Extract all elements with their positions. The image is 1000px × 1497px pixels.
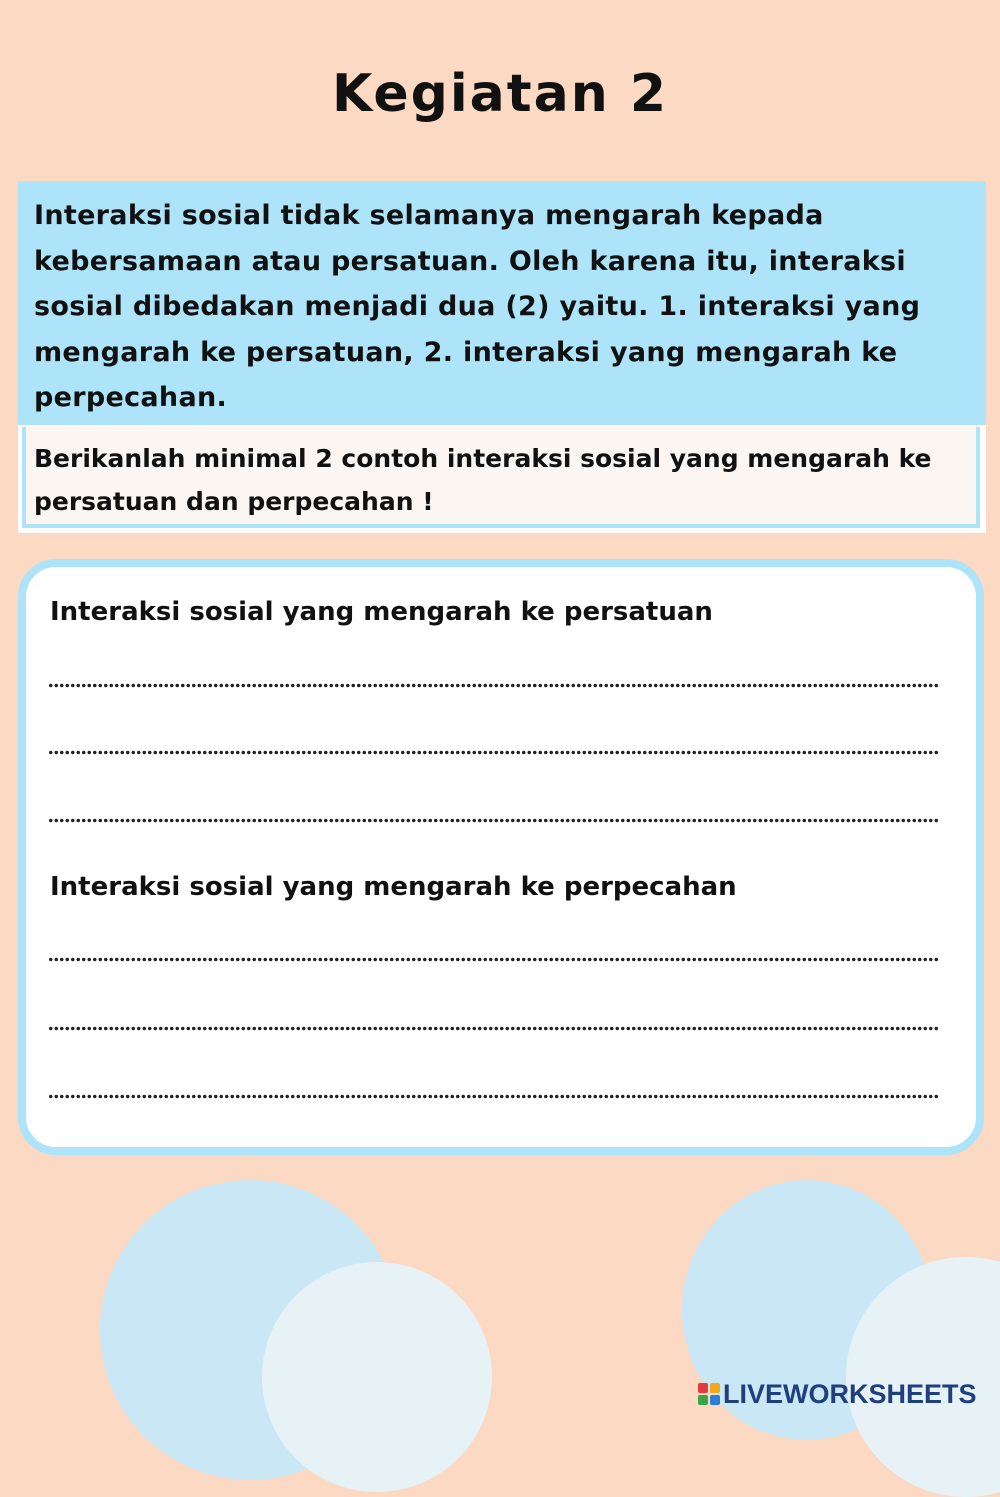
- answer-card: [18, 559, 984, 1155]
- watermark-text: LIVEWORKSHEETS: [723, 1378, 977, 1409]
- instruction-text: Berikanlah minimal 2 contoh interaksi sosial yang mengarah ke persatuan dan perpecahan !: [22, 427, 980, 528]
- cloud-left-front: [262, 1262, 492, 1492]
- liveworksheets-logo-icon: [698, 1383, 720, 1405]
- answer-line-perpecahan-3[interactable]: [48, 1094, 938, 1099]
- answer-line-perpecahan-1[interactable]: [48, 957, 938, 962]
- answer-line-perpecahan-2[interactable]: [48, 1026, 938, 1031]
- intro-box: [18, 181, 986, 533]
- answer-line-persatuan-1[interactable]: [48, 683, 938, 688]
- section-label-perpecahan: Interaksi sosial yang mengarah ke perpecahan: [50, 872, 737, 902]
- page-title: Kegiatan 2: [331, 64, 669, 124]
- answer-line-persatuan-3[interactable]: [48, 818, 938, 823]
- liveworksheets-watermark: [698, 1378, 977, 1410]
- intro-paragraph: Interaksi sosial tidak selamanya mengarah kepada kebersamaan atau persatuan. Oleh karena itu, interaksi sosial dibedakan menjadi dua (2) yaitu. 1. interaksi yang mengarah ke persatuan, 2. interaksi yang mengarah ke perpecahan.: [18, 181, 986, 425]
- section-label-persatuan: Interaksi sosial yang mengarah ke persatuan: [50, 597, 713, 627]
- answer-line-persatuan-2[interactable]: [48, 750, 938, 755]
